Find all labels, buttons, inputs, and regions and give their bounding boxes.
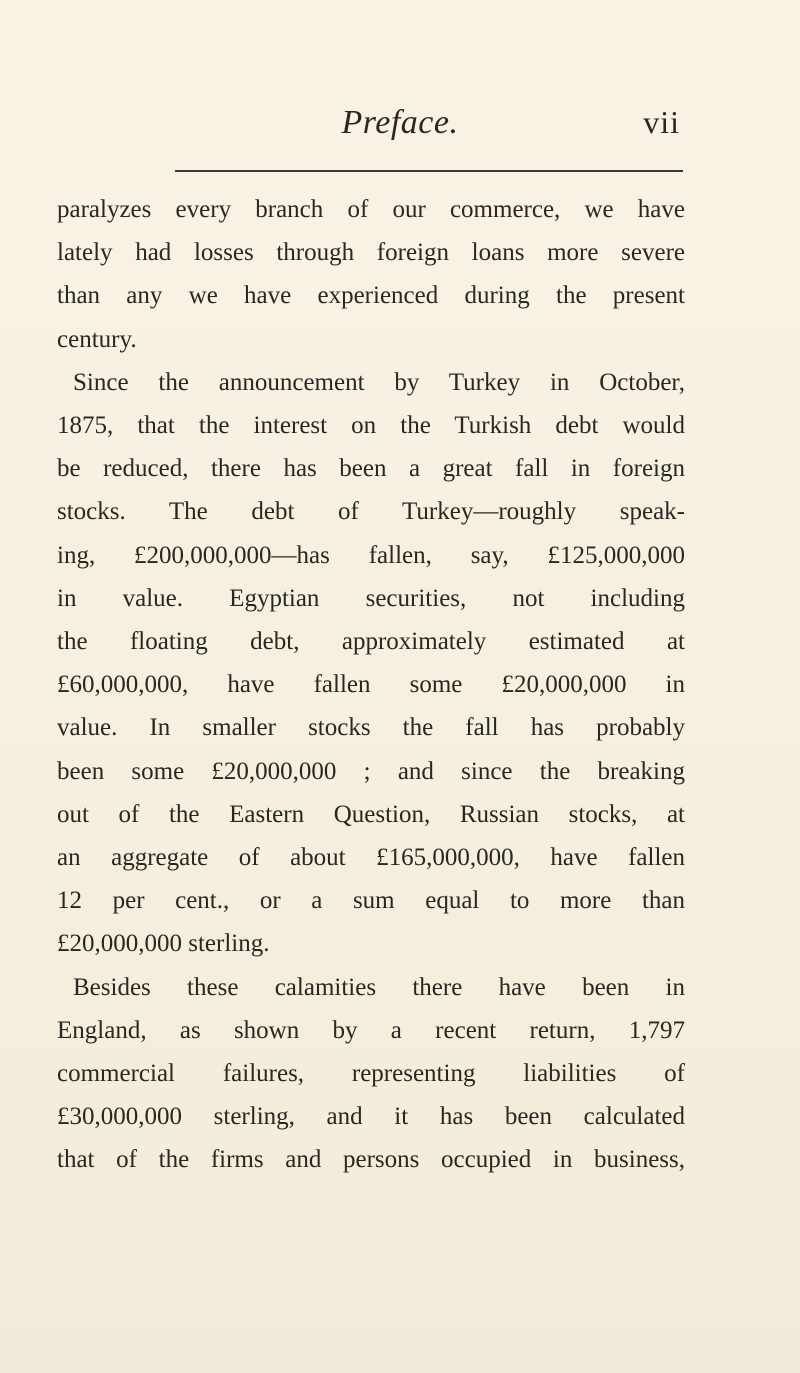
running-title: Preface. (341, 104, 459, 141)
text-line: value. In smaller stocks the fall has probably (57, 714, 685, 742)
text-line: paralyzes every branch of our commerce, we have (57, 196, 685, 223)
body-text (57, 188, 685, 1182)
text-line: that of the firms and persons occupied in business, (57, 1146, 685, 1174)
page-header (60, 100, 740, 150)
text-line: century. (57, 325, 137, 353)
text-line: lately had losses through foreign loans more severe (57, 239, 685, 267)
text-line: out of the Eastern Question, Russian stocks, at (57, 800, 685, 828)
text-line: £60,000,000, have fallen some £20,000,000 in (57, 671, 685, 699)
text-line: 12 per cent., or a sum equal to more than (57, 887, 685, 915)
text-line: ing, £200,000,000—has fallen, say, £125,000,000 (57, 541, 685, 569)
text-line: 1875, that the interest on the Turkish debt would (57, 412, 685, 440)
text-line: £30,000,000 sterling, and it has been calculated (57, 1103, 685, 1131)
text-line: been some £20,000,000 ; and since the breaking (57, 757, 685, 785)
text-line: commercial failures, representing liabilities of (57, 1060, 685, 1088)
text-line: England, as shown by a recent return, 1,797 (57, 1016, 685, 1044)
text-line: be reduced, there has been a great fall in foreign (57, 455, 685, 483)
text-line: in value. Egyptian securities, not including (57, 584, 685, 612)
text-line: stocks. The debt of Turkey—roughly speak- (57, 498, 685, 526)
text-line: than any we have experienced during the present (57, 282, 685, 310)
header-rule (175, 170, 683, 172)
text-line: the floating debt, approximately estimated at (57, 628, 685, 656)
text-line: an aggregate of about £165,000,000, have fallen (57, 844, 685, 872)
text-line: £20,000,000 sterling. (57, 930, 270, 958)
page-number: vii (643, 104, 680, 140)
paragraph-start-line: Since the announcement by Turkey in October, (73, 368, 685, 396)
paragraph-start-line: Besides these calamities there have been in (73, 973, 685, 1001)
